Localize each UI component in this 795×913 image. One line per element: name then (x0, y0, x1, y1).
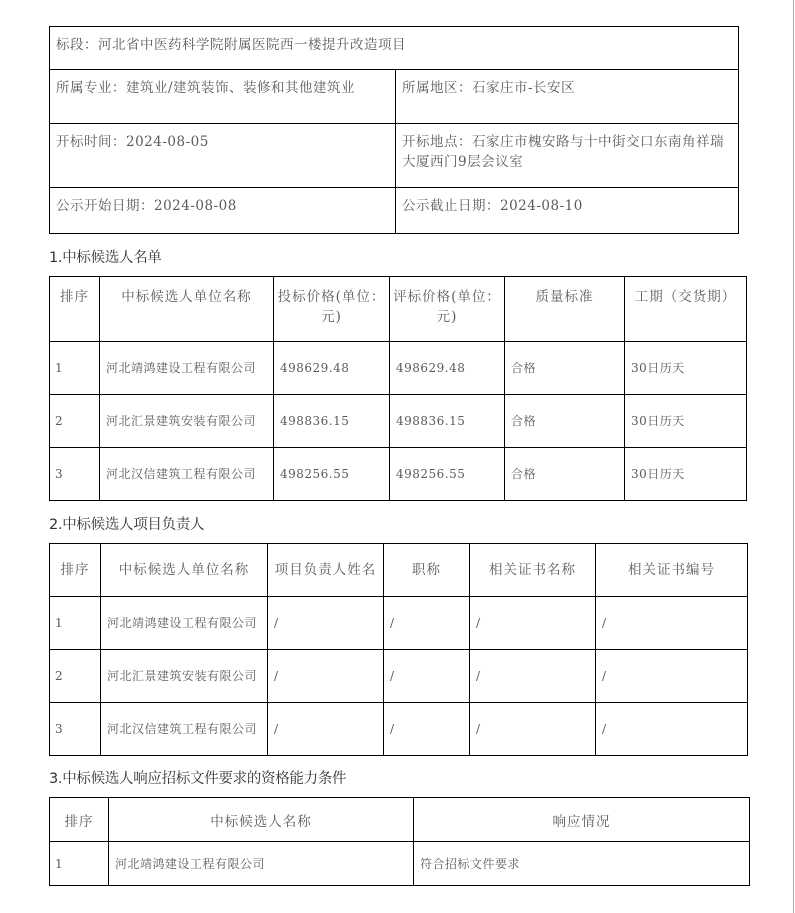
qualification-table (49, 797, 750, 886)
duration-cell: 30日历天 (625, 395, 747, 448)
table-row (50, 597, 748, 650)
company-cell: 河北汉信建筑工程有限公司 (100, 448, 274, 501)
quality-cell: 合格 (505, 395, 625, 448)
company-cell: 河北汇景建筑安装有限公司 (101, 650, 268, 703)
header-candidate-name: 中标候选人名称 (109, 798, 414, 842)
header-company: 中标候选人单位名称 (101, 544, 268, 597)
table-header-row (50, 544, 748, 597)
header-cert-name: 相关证书名称 (470, 544, 596, 597)
candidate-name-cell: 河北靖鸿建设工程有限公司 (109, 842, 414, 886)
notice-end-cell: 公示截止日期：2024-08-10 (396, 188, 739, 234)
table-header-row (50, 798, 750, 842)
candidate-list-table (49, 276, 747, 501)
table-row (50, 842, 750, 886)
header-response: 响应情况 (414, 798, 750, 842)
header-company: 中标候选人单位名称 (100, 277, 274, 342)
bid-price-cell: 498629.48 (274, 342, 390, 395)
quality-cell: 合格 (505, 448, 625, 501)
section3-heading: 3.中标候选人响应招标文件要求的资格能力条件 (49, 771, 347, 787)
manager-name-cell: / (268, 703, 384, 756)
company-cell: 河北汇景建筑安装有限公司 (100, 395, 274, 448)
duration-cell: 30日历天 (625, 342, 747, 395)
bid-info-table (49, 26, 739, 234)
table-row (50, 703, 748, 756)
response-cell: 符合招标文件要求 (414, 842, 750, 886)
rank-cell: 2 (50, 650, 101, 703)
header-quality: 质量标准 (505, 277, 625, 342)
company-cell: 河北汉信建筑工程有限公司 (101, 703, 268, 756)
notice-start-cell: 公示开始日期：2024-08-08 (50, 188, 396, 234)
cert-number-cell: / (596, 650, 748, 703)
eval-price-cell: 498836.15 (390, 395, 505, 448)
company-cell: 河北靖鸿建设工程有限公司 (100, 342, 274, 395)
cert-name-cell: / (470, 597, 596, 650)
manager-name-cell: / (268, 597, 384, 650)
open-time-cell: 开标时间：2024-08-05 (50, 124, 396, 188)
page-scrollbar-edge (793, 0, 794, 913)
header-manager-name: 项目负责人姓名 (268, 544, 384, 597)
section1-heading: 1.中标候选人名单 (49, 250, 162, 266)
table-row (50, 342, 747, 395)
quality-cell: 合格 (505, 342, 625, 395)
cert-number-cell: / (596, 597, 748, 650)
title-cell: / (384, 597, 470, 650)
bid-section-cell: 标段：河北省中医药科学院附属医院西一楼提升改造项目 (50, 27, 739, 70)
rank-cell: 1 (50, 842, 109, 886)
section2-heading: 2.中标候选人项目负责人 (49, 517, 205, 533)
bid-price-cell: 498256.55 (274, 448, 390, 501)
header-bid-price: 投标价格(单位：元) (274, 277, 390, 342)
bid-price-cell: 498836.15 (274, 395, 390, 448)
cert-name-cell: / (470, 650, 596, 703)
rank-cell: 1 (50, 342, 100, 395)
header-rank: 排序 (50, 544, 101, 597)
rank-cell: 3 (50, 448, 100, 501)
cert-name-cell: / (470, 703, 596, 756)
header-rank: 排序 (50, 798, 109, 842)
duration-cell: 30日历天 (625, 448, 747, 501)
open-place-cell: 开标地点：石家庄市槐安路与十中街交口东南角祥瑞大厦西门9层会议室 (396, 124, 739, 188)
title-cell: / (384, 650, 470, 703)
header-cert-number: 相关证书编号 (596, 544, 748, 597)
header-title: 职称 (384, 544, 470, 597)
rank-cell: 3 (50, 703, 101, 756)
header-duration: 工期（交货期） (625, 277, 747, 342)
cert-number-cell: / (596, 703, 748, 756)
manager-name-cell: / (268, 650, 384, 703)
title-cell: / (384, 703, 470, 756)
specialty-cell: 所属专业：建筑业/建筑装饰、装修和其他建筑业 (50, 70, 396, 124)
table-row (50, 650, 748, 703)
company-cell: 河北靖鸿建设工程有限公司 (101, 597, 268, 650)
table-header-row (50, 277, 747, 342)
eval-price-cell: 498629.48 (390, 342, 505, 395)
eval-price-cell: 498256.55 (390, 448, 505, 501)
table-row (50, 448, 747, 501)
region-cell: 所属地区：石家庄市-长安区 (396, 70, 739, 124)
rank-cell: 2 (50, 395, 100, 448)
rank-cell: 1 (50, 597, 101, 650)
table-row (50, 395, 747, 448)
header-eval-price: 评标价格(单位：元) (390, 277, 505, 342)
project-manager-table (49, 543, 748, 756)
header-rank: 排序 (50, 277, 100, 342)
